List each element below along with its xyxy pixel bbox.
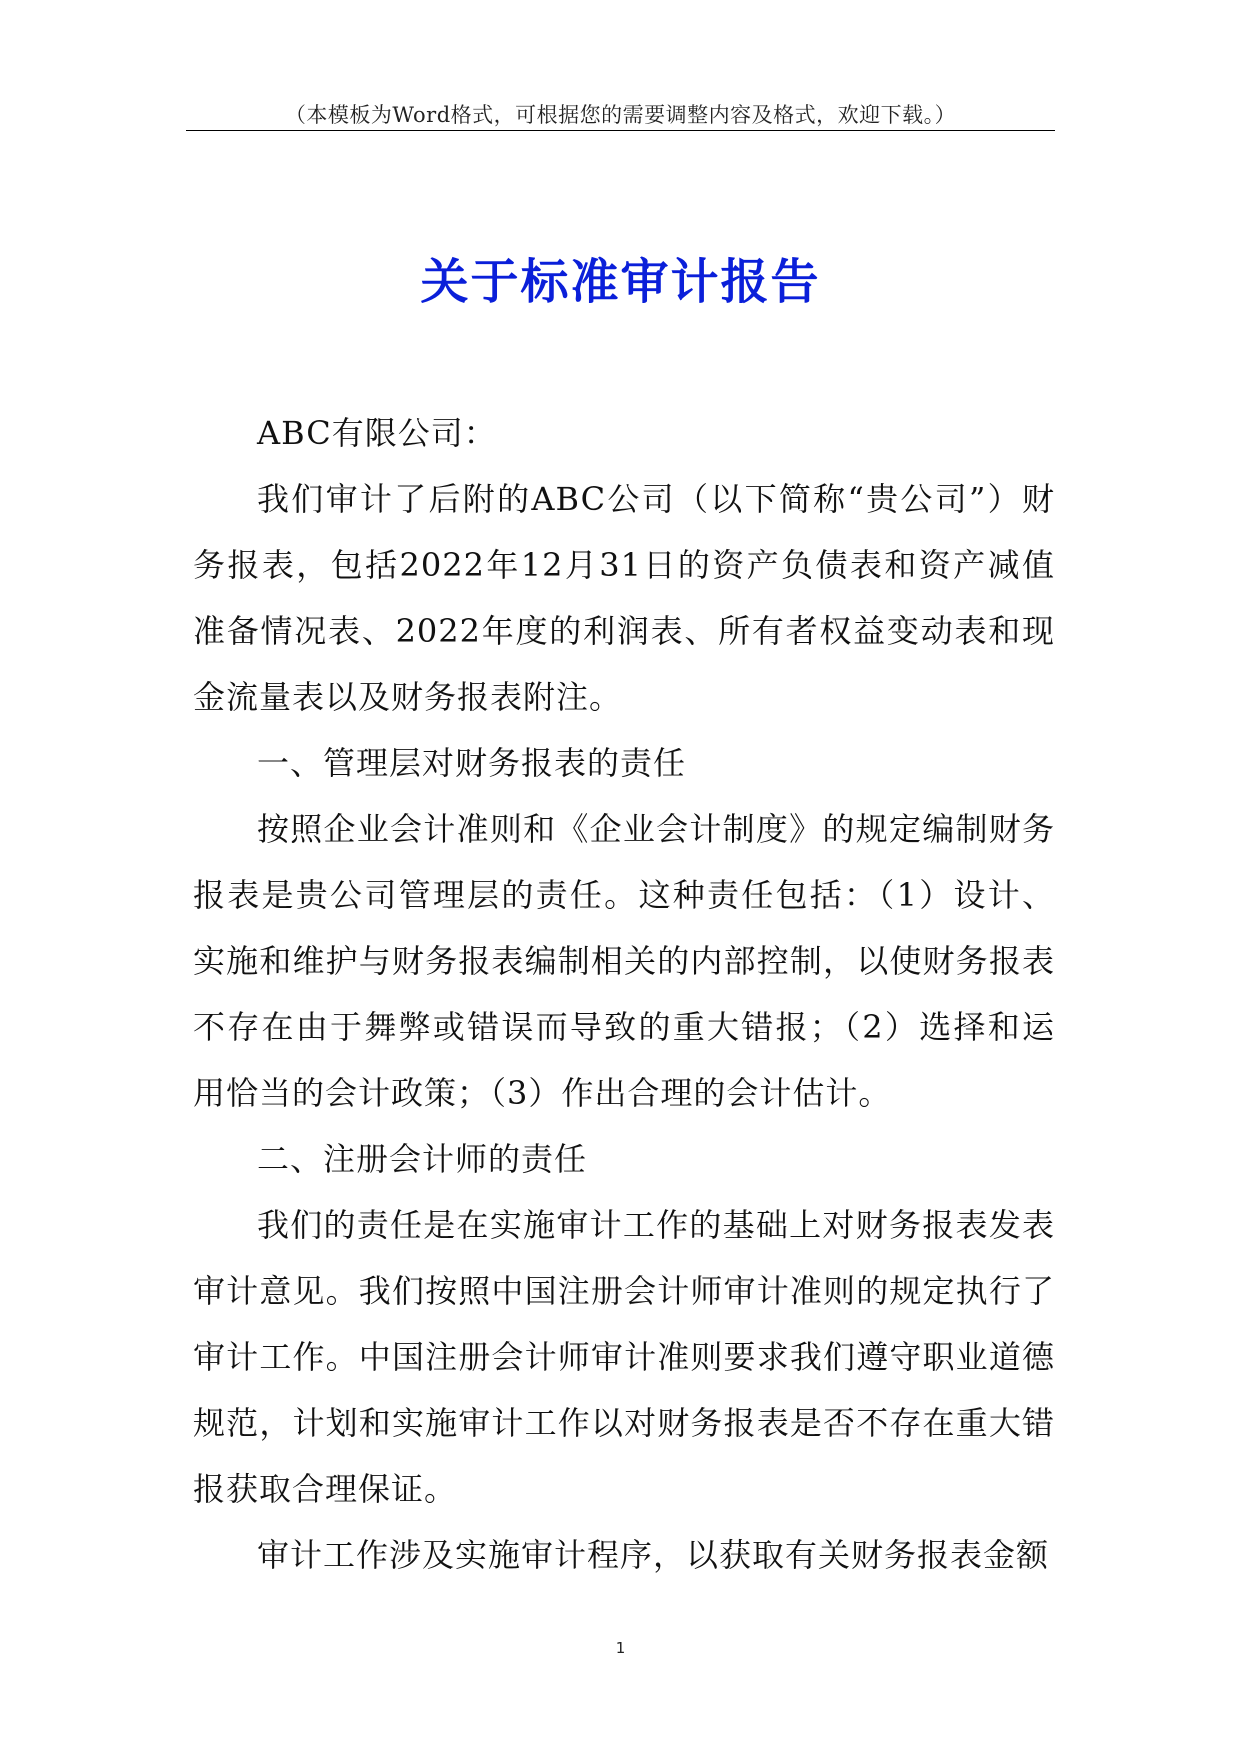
paragraph-intro: 我们审计了后附的ABC公司（以下简称“贵公司”）财务报表，包括2022年12月31日的资产负债表和资产减值准备情况表、2022年度的利润表、所有者权益变动表和现金流量表以及财务报表附注。	[193, 480, 1055, 716]
page-number: 1	[615, 1639, 626, 1657]
template-note: （本模板为Word格式，可根据您的需要调整内容及格式，欢迎下载。）	[284, 103, 957, 127]
document-body	[193, 400, 1055, 1588]
header-divider	[186, 130, 1055, 131]
document-title: 关于标准审计报告	[420, 254, 821, 311]
section-heading-management: 一、管理层对财务报表的责任	[257, 744, 687, 782]
paragraph-auditor-responsibility: 我们的责任是在实施审计工作的基础上对财务报表发表审计意见。我们按照中国注册会计师审计准则的规定执行了审计工作。中国注册会计师审计准则要求我们遵守职业道德规范，计划和实施审计工作以对财务报表是否不存在重大错报获取合理保证。	[193, 1206, 1055, 1508]
section-heading-auditor: 二、注册会计师的责任	[257, 1140, 588, 1178]
salutation: ABC有限公司：	[257, 414, 497, 452]
paragraph-audit-procedures: 审计工作涉及实施审计程序，以获取有关财务报表金额	[257, 1536, 1050, 1574]
paragraph-management-responsibility: 按照企业会计准则和《企业会计制度》的规定编制财务报表是贵公司管理层的责任。这种责任包括：（1）设计、实施和维护与财务报表编制相关的内部控制，以使财务报表不存在由于舞弊或错误而导致的重大错报；（2）选择和运用恰当的会计政策；（3）作出合理的会计估计。	[193, 810, 1055, 1112]
